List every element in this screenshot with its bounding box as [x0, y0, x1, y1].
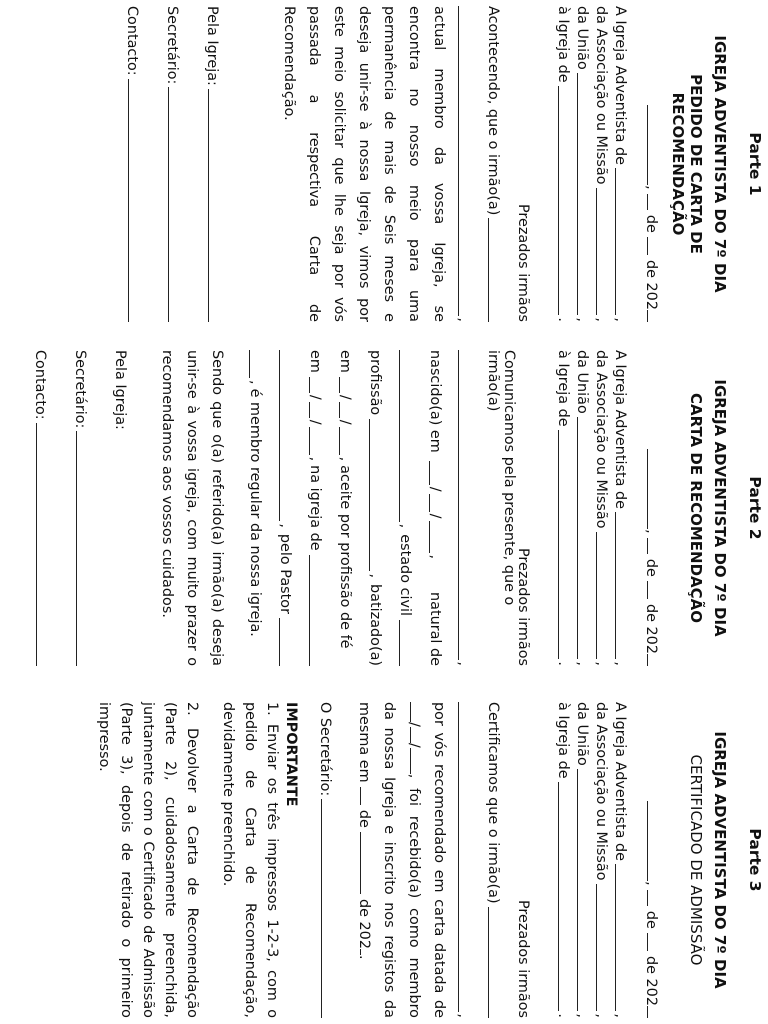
part-2-column: [8, 350, 768, 666]
em-label: em: [337, 350, 354, 373]
addr-target-church-label: à Igreja de: [555, 6, 571, 83]
date-year-field[interactable]: [647, 1006, 661, 1018]
pela-igreja-label: Pela Igreja:: [112, 350, 128, 430]
important-note-1: 1. Enviar os três impressos 1-2-3, com o pedido de Carta de Recomendação, devidamente preenchido.: [220, 702, 280, 1018]
part-2-intro-line: [485, 350, 517, 666]
important-title: IMPORTANTE: [283, 702, 299, 807]
part-3-intro: Certificamos que o irmão(a): [485, 702, 501, 904]
secretario-field[interactable]: [168, 87, 182, 322]
date-day-field[interactable]: [647, 105, 661, 185]
part-3-heading: CERTIFICADO DE ADMISSÃO: [687, 754, 705, 966]
secretario-field[interactable]: [76, 431, 90, 666]
addr-association-label: da Associação ou Missão: [593, 702, 609, 881]
part-2-salutation: Prezados irmãos: [515, 547, 531, 666]
date-month-name-field[interactable]: [647, 581, 661, 599]
part-1-date-line: , de de 202: [643, 6, 661, 322]
date-month-name-field[interactable]: [647, 933, 661, 951]
part-2-label: Parte 2: [746, 476, 764, 540]
addr-church-label: A Igreja Adventista de: [612, 6, 628, 166]
part-1-column: [8, 6, 768, 322]
date-month-field[interactable]: [647, 194, 661, 210]
addr-church-label: A Igreja Adventista de: [612, 350, 628, 510]
part-2-intro: Comunicamos pela presente, que o irmão(a): [485, 350, 517, 606]
part-2-member-line-2: ,: [455, 350, 475, 666]
pelo-pastor-label: pelo Pastor: [277, 533, 294, 614]
part-2-address-block: A Igreja Adventista de , da Associação ou Missão , da União , à Igreja de .: [555, 350, 628, 666]
part-1-salutation: Prezados irmãos: [515, 203, 531, 322]
de-text-a: de: [356, 809, 372, 828]
part-2-church-title: IGREJA ADVENTISTA DO 7º DIA: [711, 379, 729, 637]
part-1-member-line: [485, 6, 505, 322]
birth-line: nascido(a) em / / , natural de: [423, 350, 455, 666]
letter-year-field[interactable]: [410, 748, 424, 774]
addr-target-church-label: à Igreja de: [555, 350, 571, 427]
na-igreja-field[interactable]: [309, 555, 323, 666]
civil-status-line: , estado civil: [393, 350, 423, 666]
part-1-label: Parte 1: [746, 132, 764, 196]
secretario-label: Secretário:: [72, 350, 88, 429]
part-3-intro-line: [485, 702, 505, 1018]
addr-church-label: A Igreja Adventista de: [612, 702, 628, 862]
part-3-address-block: A Igreja Adventista de , da Associação ou Missão , da União , à Igreja de .: [555, 702, 628, 1018]
date-de-text: de: [643, 214, 659, 233]
register-month-field[interactable]: [360, 832, 374, 894]
addr-association-field[interactable]: [596, 884, 610, 1012]
em-label-2: em: [307, 350, 324, 373]
part-3-body: por vós recomendado em carta datada de //, foi recebido(a) como membro da nossa Igreja e inscrito nos registos da mesma em de de 202.: [356, 702, 447, 1018]
foi-recebido-text: foi recebido(a) como: [406, 788, 422, 948]
part-2-heading: CARTA DE RECOMENDAÇÃO: [687, 392, 705, 624]
batizado-label: batizado(a): [367, 584, 384, 666]
date-year-text: de 202: [643, 259, 659, 310]
member-name-field[interactable]: [488, 907, 502, 1018]
contacto-label: Contacto:: [32, 350, 48, 420]
na-igreja-label: na igreja de: [307, 465, 324, 551]
part-3-church-title: IGREJA ADVENTISTA DO 7º DIA: [711, 731, 729, 989]
part-2-details: [243, 350, 455, 666]
addr-target-church-field[interactable]: [558, 86, 572, 316]
baptism-year-field[interactable]: [339, 427, 353, 455]
profissao-label: profissão: [367, 350, 384, 416]
addr-association-label: da Associação ou Missão: [593, 350, 609, 529]
baptism-month-field[interactable]: [339, 402, 353, 418]
part-3-signatures: [317, 702, 351, 1018]
part-2-signatures: [32, 350, 152, 666]
baptism-day-field[interactable]: [339, 377, 353, 393]
nascido-label: nascido(a) em: [427, 350, 444, 453]
member-name-field-2[interactable]: [458, 6, 472, 316]
de-text-b: de 202: [356, 898, 372, 949]
addr-association-field[interactable]: [596, 532, 610, 660]
addr-church-field[interactable]: [615, 168, 629, 315]
date-month-field[interactable]: [647, 538, 661, 554]
date-month-name-field[interactable]: [647, 237, 661, 255]
aceite-label: aceite por profissão de fé: [337, 465, 354, 649]
date-day-field[interactable]: [647, 449, 661, 529]
pastor-line: , pelo Pastor: [273, 350, 303, 666]
part-3-column: [8, 702, 768, 1018]
addr-union-field[interactable]: [577, 417, 591, 660]
addr-association-field[interactable]: [596, 188, 610, 316]
date-year-field[interactable]: [647, 654, 661, 666]
contacto-field[interactable]: [36, 423, 50, 666]
member-name-field[interactable]: [488, 218, 502, 322]
pastor-name-field[interactable]: [279, 618, 293, 666]
regular-member-line: , é membro regular da nossa igreja.: [243, 350, 273, 666]
birth-month-field[interactable]: [429, 494, 443, 512]
part-1-member-line-2: ,: [455, 6, 475, 322]
pela-igreja-field[interactable]: [208, 89, 222, 322]
date-day-field[interactable]: [647, 801, 661, 881]
member-name-field-2[interactable]: [458, 350, 472, 660]
addr-church-field[interactable]: [615, 512, 629, 659]
acceptance-line: em / / , aceite por profissão de fé: [333, 350, 363, 666]
birth-year-field[interactable]: [429, 521, 443, 553]
por-vos-text: por vós recomendado em carta datada de: [431, 702, 447, 1018]
part-1-heading: PEDIDO DE CARTA DE RECOMENDAÇÃO: [669, 74, 705, 254]
acceptance-day-field[interactable]: [309, 377, 323, 393]
part-1-body-text: actual membro da vossa Igreja, se encontra no nosso meio para uma permanência de mais de Seis meses e deseja unir-se à nossa Igreja, vimos por este meio solicitar que lhe seja por vós passada a respectiva Carta de Recomendação.: [281, 6, 447, 322]
date-month-field[interactable]: [647, 890, 661, 906]
addr-church-field[interactable]: [615, 864, 629, 1011]
part-3-salutation: Prezados irmãos: [515, 899, 531, 1018]
contacto-field[interactable]: [128, 79, 142, 322]
date-year-field[interactable]: [647, 310, 661, 322]
secretario-label: O Secretário:: [317, 702, 333, 797]
addr-union-field[interactable]: [577, 769, 591, 1012]
addr-target-church-label: à Igreja de: [555, 702, 571, 779]
register-day-field[interactable]: [360, 787, 374, 805]
date-year-text: de 202: [643, 955, 659, 1006]
membro-text: membro da nossa Igreja e inscrito nos registos da mesma em: [356, 702, 422, 1018]
addr-union-field[interactable]: [577, 73, 591, 316]
part-3-member-line-2: ,: [455, 702, 475, 1018]
part-1-body-intro: Acontecendo, que o irmão(a): [485, 6, 501, 216]
estado-civil-field[interactable]: [399, 620, 413, 666]
letter-day-field[interactable]: [410, 702, 424, 722]
addr-target-church-field[interactable]: [558, 430, 572, 660]
secretario-label: Secretário:: [164, 6, 180, 85]
church-name-field[interactable]: [279, 350, 293, 521]
part-1-church-title: IGREJA ADVENTISTA DO 7º DIA: [711, 35, 729, 293]
letter-month-field[interactable]: [410, 727, 424, 743]
acceptance-month-field[interactable]: [309, 402, 323, 418]
membro-regular-text: é membro regular da nossa igreja.: [247, 388, 264, 637]
date-de-text: de: [643, 910, 659, 929]
natural-field[interactable]: [399, 350, 413, 522]
date-year-text: de 202: [643, 603, 659, 654]
part-1-signatures: [124, 6, 244, 322]
addr-union-label: da União: [574, 350, 590, 414]
natural-label: natural de: [427, 592, 444, 666]
acceptance-year-field[interactable]: [309, 427, 323, 455]
addr-target-church-field[interactable]: [558, 782, 572, 1012]
addr-union-label: da União: [574, 702, 590, 766]
part-3-date-line: , de de 202: [643, 702, 661, 1018]
estado-civil-label: estado civil: [397, 534, 414, 616]
part-1-address-block: A Igreja Adventista de , da Associação ou Missão , da União , à Igreja de .: [555, 6, 628, 322]
pela-igreja-label: Pela Igreja:: [204, 6, 220, 86]
important-note-2: 2. Devolver a Carta de Recomendação (Parte 2), cuidadosamente preenchida, juntamente com o Certificado de Admissão (Parte 3), depois de retirado o primeiro impresso.: [96, 702, 200, 1018]
part-3-label: Parte 3: [746, 828, 764, 892]
date-de-text: de: [643, 558, 659, 577]
birth-day-field[interactable]: [429, 461, 443, 485]
secretario-field[interactable]: [321, 799, 335, 1018]
addr-union-label: da União: [574, 6, 590, 70]
register-year-field[interactable]: [360, 949, 374, 955]
part-2-closing: Sendo que o(a) referido(a) irmão(a) deseja unir-se à vossa igreja, com muito prazer o recomendamos aos vossos cuidados.: [159, 350, 225, 666]
profession-line: profissão , batizado(a): [363, 350, 393, 666]
addr-association-label: da Associação ou Missão: [593, 6, 609, 185]
member-name-field-2[interactable]: [458, 702, 472, 1012]
church-line: em / / , na igreja de: [303, 350, 333, 666]
pastor-name-field-2[interactable]: [249, 350, 263, 378]
part-2-date-line: , de de 202: [643, 350, 661, 666]
contacto-label: Contacto:: [124, 6, 140, 76]
profissao-field[interactable]: [369, 419, 383, 571]
